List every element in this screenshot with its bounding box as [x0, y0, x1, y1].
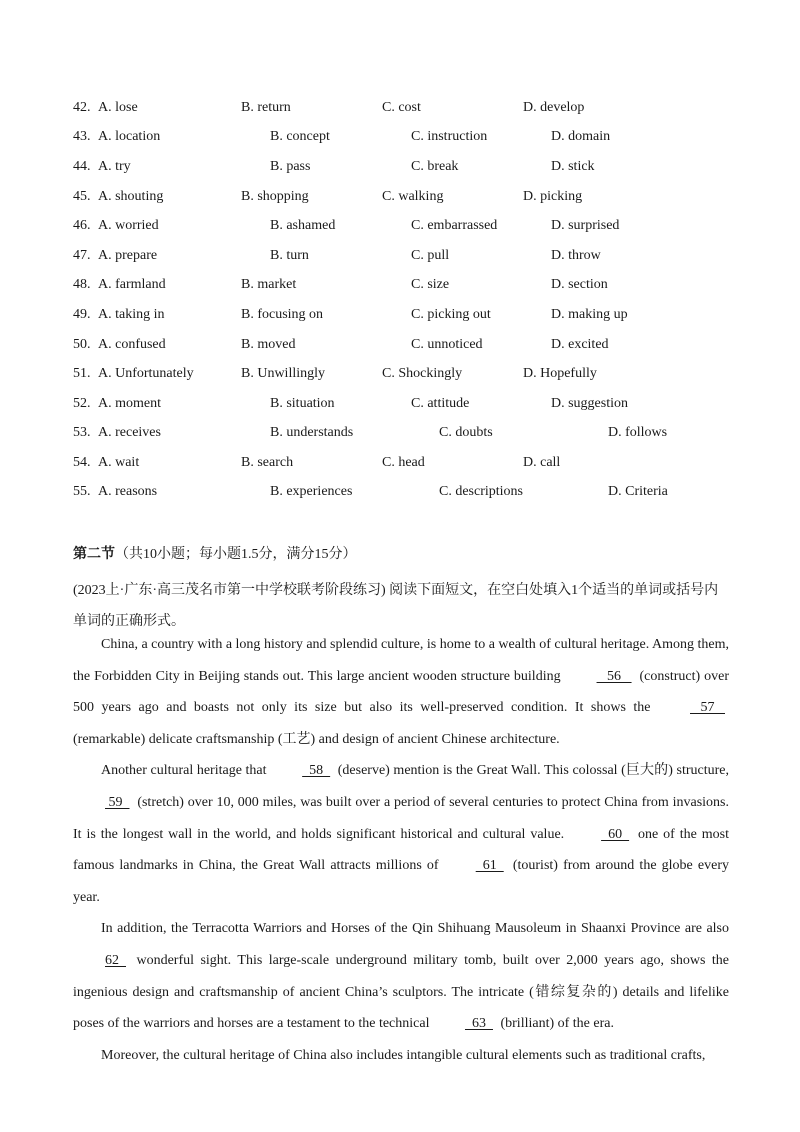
option-c: C. walking: [382, 189, 444, 204]
option-d: D. making up: [551, 307, 628, 322]
option-c: C. size: [411, 277, 450, 292]
option-c: C. head: [382, 455, 425, 470]
option-d: D. Criteria: [608, 484, 668, 499]
option-d: D. picking: [523, 189, 583, 204]
passage-paragraph-2: Another cultural heritage that 58 (deserve) mention is the Great Wall. This colossal (巨大的) structure, 59 (stretch) over 10, 000 miles, was built over a period of several centuries to protect China from invasions. It is the longest wall in the world, and holds significant historical and cultural value. 60 one of the most famous landmarks in China, the Great Wall attracts millions of 61 (tourist) from around the globe every year.: [73, 755, 729, 913]
option-a: A. receives: [98, 425, 161, 440]
option-c: C. attitude: [411, 396, 470, 411]
option-c: C. pull: [411, 248, 450, 263]
option-a: A. wait: [98, 455, 140, 470]
blank-56: 56: [596, 668, 632, 684]
option-c: C. embarrassed: [411, 218, 498, 233]
option-b: B. moved: [241, 337, 296, 352]
option-a: A. confused: [98, 337, 166, 352]
option-d: D. develop: [523, 100, 585, 115]
question-49: [73, 305, 753, 325]
question-number: 48.: [73, 277, 91, 292]
option-c: C. descriptions: [439, 484, 523, 499]
question-number: 44.: [73, 159, 91, 174]
option-b: B. concept: [270, 129, 330, 144]
question-47: [73, 246, 753, 266]
option-b: B. pass: [270, 159, 311, 174]
question-45: [73, 187, 753, 207]
passage-paragraph-3: In addition, the Terracotta Warriors and Horses of the Qin Shihuang Mausoleum in Shaanxi Province are also 62 wonderful sight. This large-scale underground military tomb, built over 2,000 years ago, shows the ingenious design and craftsmanship of ancient China’s sculptors. The intricate (错综复杂的) details and lifelike poses of the warriors and horses are a testament to the technical 63 (brilliant) of the era.: [73, 913, 729, 1039]
question-43: [73, 127, 753, 147]
option-c: C. Shockingly: [382, 366, 463, 381]
question-number: 51.: [73, 366, 91, 381]
question-44: [73, 157, 753, 177]
option-b: B. focusing on: [241, 307, 324, 322]
option-d: D. section: [551, 277, 608, 292]
option-a: A. worried: [98, 218, 159, 233]
option-b: B. market: [241, 277, 297, 292]
option-a: A. moment: [98, 396, 161, 411]
option-b: B. Unwillingly: [241, 366, 326, 381]
question-53: [73, 423, 753, 443]
question-51: [73, 364, 753, 384]
question-number: 52.: [73, 396, 91, 411]
question-number: 50.: [73, 337, 91, 352]
question-number: 55.: [73, 484, 91, 499]
option-a: A. try: [98, 159, 131, 174]
question-54: [73, 453, 753, 473]
option-b: B. shopping: [241, 189, 309, 204]
option-a: A. location: [98, 129, 161, 144]
option-b: B. turn: [270, 248, 309, 263]
section-instruction: (2023上·广东·高三茂名市第一中学校联考阶段练习) 阅读下面短文，在空白处填入1个适当的单词或括号内单词的正确形式。: [73, 583, 719, 629]
passage-paragraph-1: China, a country with a long history and splendid culture, is home to a wealth of cultural heritage. Among them, the Forbidden City in Beijing stands out. This large ancient wooden structure building 56 (construct) over 500 years ago and boasts not only its size but also its well-preserved condition. It shows the 57 (remarkable) delicate craftsmanship (工艺) and design of ancient Chinese architecture.: [73, 637, 729, 747]
option-a: A. shouting: [98, 189, 164, 204]
option-b: B. ashamed: [270, 218, 336, 233]
question-number: 45.: [73, 189, 91, 204]
option-a: A. prepare: [98, 248, 158, 263]
option-b: B. situation: [270, 396, 335, 411]
blank-63: 63: [464, 1016, 493, 1032]
question-48: [73, 275, 753, 295]
question-number: 47.: [73, 248, 91, 263]
option-a: A. farmland: [98, 277, 166, 292]
section-detail: （共10小题；每小题1.5分，满分15分）: [115, 547, 357, 562]
passage-paragraph-4: Moreover, the cultural heritage of China also includes intangible cultural elements such as traditional crafts,: [101, 1047, 706, 1063]
option-d: D. throw: [551, 248, 601, 263]
option-b: B. search: [241, 455, 294, 470]
option-a: A. Unfortunately: [98, 366, 194, 381]
reading-passage: [73, 629, 729, 1071]
option-b: B. understands: [270, 425, 354, 440]
blank-60: 60: [601, 826, 630, 842]
question-number: 49.: [73, 307, 91, 322]
question-number: 54.: [73, 455, 91, 470]
option-d: D. call: [523, 455, 561, 470]
option-c: C. picking out: [411, 307, 491, 322]
option-a: A. reasons: [98, 484, 158, 499]
option-b: B. return: [241, 100, 291, 115]
option-c: C. doubts: [439, 425, 493, 440]
question-55: [73, 482, 753, 502]
question-50: [73, 335, 753, 355]
option-c: C. unnoticed: [411, 337, 483, 352]
blank-58: 58: [302, 763, 331, 779]
blank-59: 59: [105, 794, 130, 810]
question-52: [73, 394, 753, 414]
section-title: 第二节: [73, 547, 115, 562]
question-46: [73, 216, 753, 236]
question-number: 43.: [73, 129, 91, 144]
option-c: C. cost: [382, 100, 421, 115]
option-d: D. domain: [551, 129, 611, 144]
option-c: C. instruction: [411, 129, 488, 144]
option-d: D. surprised: [551, 218, 620, 233]
option-d: D. Hopefully: [523, 366, 597, 381]
section-heading: [73, 544, 733, 566]
question-number: 53.: [73, 425, 91, 440]
question-number: 42.: [73, 100, 91, 115]
blank-61: 61: [475, 858, 504, 874]
option-a: A. lose: [98, 100, 138, 115]
blank-62: 62: [105, 952, 126, 968]
option-c: C. break: [411, 159, 459, 174]
option-b: B. experiences: [270, 484, 353, 499]
option-d: D. stick: [551, 159, 595, 174]
option-d: D. suggestion: [551, 396, 628, 411]
option-a: A. taking in: [98, 307, 165, 322]
option-d: D. excited: [551, 337, 609, 352]
blank-57: 57: [690, 700, 725, 716]
option-d: D. follows: [608, 425, 668, 440]
question-42: [73, 98, 753, 118]
question-number: 46.: [73, 218, 91, 233]
